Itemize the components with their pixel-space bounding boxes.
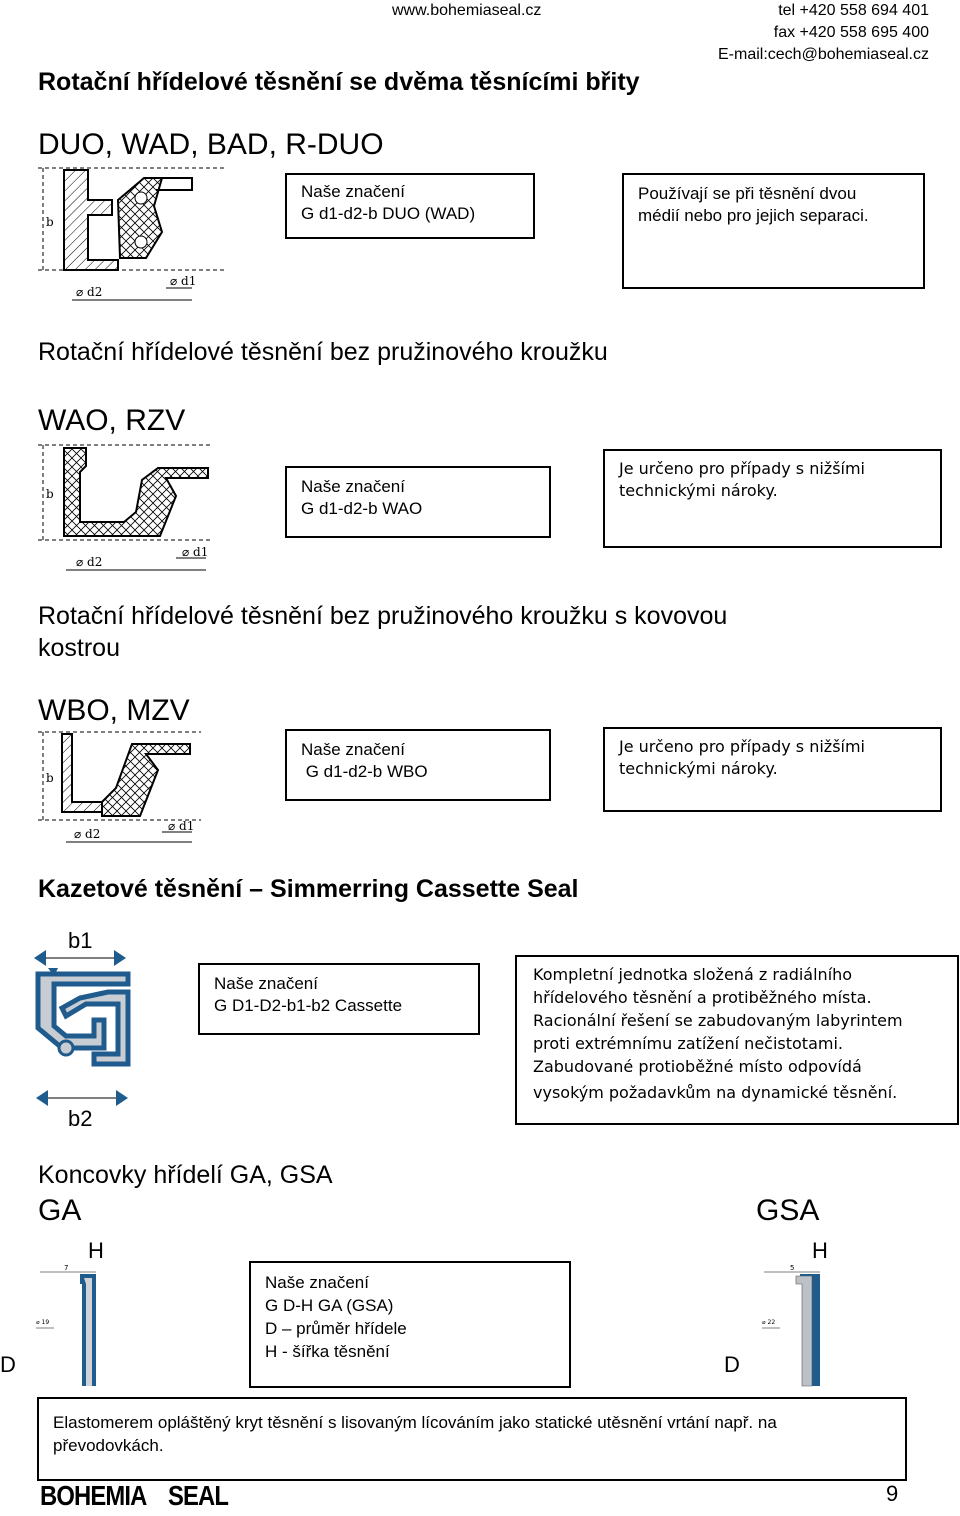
svg-text:b: b [46, 771, 54, 785]
marking-box-wbo [285, 729, 551, 801]
ga-d-label: D [0, 1352, 16, 1377]
svg-text:⌀ d2: ⌀ d2 [74, 827, 101, 841]
description-line: médií nebo pro jejich separaci. [638, 206, 869, 225]
section-title-wbo-line1: Rotační hřídelové těsnění bez pružinového kroužku s kovovou [38, 602, 728, 630]
svg-text:⌀ 19: ⌀ 19 [36, 1319, 50, 1326]
svg-text:⌀ d1: ⌀ d1 [168, 819, 195, 833]
label-gsa: GSA [756, 1194, 820, 1227]
description-line: vysokým požadavkům na dynamické těsnění. [533, 1083, 898, 1102]
marking-box-cassette [198, 963, 480, 1035]
header-tel: tel +420 558 694 401 [778, 2, 929, 19]
ga-h-label: H [88, 1238, 104, 1263]
section-title-duo: Rotační hřídelové těsnění se dvěma těsnícími břity [38, 68, 640, 96]
marking-code: G D-H GA (GSA) [265, 1296, 394, 1315]
description-line: Používají se při těsnění dvou [638, 184, 857, 203]
description-line: technickými nároky. [619, 481, 778, 500]
gsa-cap-drawing [760, 1266, 840, 1390]
description-line: proti extrémnímu zatížení nečistotami. [533, 1034, 843, 1053]
logo-word-bohemia: BOHEMIA [40, 1480, 147, 1511]
section-title-cassette: Kazetové těsnění – Simmerring Cassette Seal [38, 875, 579, 903]
svg-text:⌀ d1: ⌀ d1 [182, 545, 209, 559]
marking-box-duo [285, 173, 535, 239]
page-number: 9 [886, 1481, 899, 1506]
website-link[interactable]: www.bohemiaseal.cz [392, 2, 542, 19]
svg-text:⌀ d1: ⌀ d1 [170, 274, 197, 288]
marking-box-wao [285, 466, 551, 538]
bohemia-seal-logo [40, 1480, 229, 1516]
gsa-d-label: D [724, 1352, 740, 1377]
marking-d-definition: D – průměr hřídele [265, 1319, 407, 1338]
gsa-h-label: H [812, 1238, 828, 1263]
marking-label: Naše značení [301, 182, 405, 201]
description-line: Je určeno pro případy s nižšími [619, 737, 865, 756]
description-line: Je určeno pro případy s nižšími [619, 459, 865, 478]
header-email[interactable]: E-mail:cech@bohemiaseal.cz [718, 46, 929, 63]
description-line: Racionální řešení se zabudovaným labyrintem [533, 1011, 903, 1030]
description-box-wbo [603, 727, 942, 812]
footer-note-line: Elastomerem opláštěný kryt těsnění s lisovaným lícováním jako statické utěsnění vrtání např. na [53, 1413, 777, 1432]
label-b1: b1 [68, 928, 93, 953]
svg-text:⌀ 22: ⌀ 22 [762, 1319, 776, 1326]
codes-wao: WAO, RZV [38, 404, 186, 437]
marking-code: G D1-D2-b1-b2 Cassette [214, 996, 403, 1015]
footer-note-box [37, 1397, 907, 1481]
marking-label: Naše značení [214, 974, 318, 993]
svg-text:b: b [46, 215, 54, 229]
label-b2: b2 [68, 1106, 93, 1131]
ga-cap-drawing [34, 1266, 114, 1390]
svg-text:7: 7 [64, 1264, 69, 1272]
svg-text:⌀ d2: ⌀ d2 [76, 285, 103, 299]
wbo-seal-drawing [36, 730, 216, 850]
description-box-wao [603, 449, 942, 548]
header-fax: fax +420 558 695 400 [773, 24, 929, 41]
svg-text:⌀ d2: ⌀ d2 [76, 555, 103, 569]
label-ga: GA [38, 1194, 82, 1227]
duo-seal-drawing [36, 160, 226, 305]
svg-text:b: b [46, 487, 54, 501]
codes-duo: DUO, WAD, BAD, R-DUO [38, 128, 384, 161]
description-line: hřídelového těsnění a protiběžného místa. [533, 988, 872, 1007]
marking-code: G d1-d2-b DUO (WAD) [301, 204, 476, 223]
section-title-wao: Rotační hřídelové těsnění bez pružinového kroužku [38, 338, 608, 366]
marking-code: G d1-d2-b WAO [301, 499, 423, 518]
cassette-seal-drawing [32, 948, 142, 1108]
description-line: Kompletní jednotka složená z radiálního [533, 965, 853, 984]
logo-word-seal: SEAL [168, 1480, 229, 1511]
marking-label: Naše značení [301, 740, 405, 759]
codes-wbo: WBO, MZV [38, 694, 190, 727]
footer-note-line: převodovkách. [53, 1436, 164, 1455]
wao-seal-drawing [36, 440, 216, 575]
marking-code: G d1-d2-b WBO [301, 762, 428, 781]
marking-label: Naše značení [265, 1273, 369, 1292]
marking-label: Naše značení [301, 477, 405, 496]
section-title-caps: Koncovky hřídelí GA, GSA [38, 1161, 333, 1189]
section-title-wbo-line2: kostrou [38, 634, 120, 662]
description-box-duo [622, 173, 925, 289]
marking-h-definition: H - šířka těsnění [265, 1342, 390, 1361]
description-line: technickými nároky. [619, 759, 778, 778]
description-line: Zabudované protioběžné místo odpovídá [533, 1057, 862, 1076]
marking-box-caps [249, 1261, 571, 1388]
svg-text:5: 5 [790, 1264, 795, 1272]
description-box-cassette [515, 955, 959, 1125]
